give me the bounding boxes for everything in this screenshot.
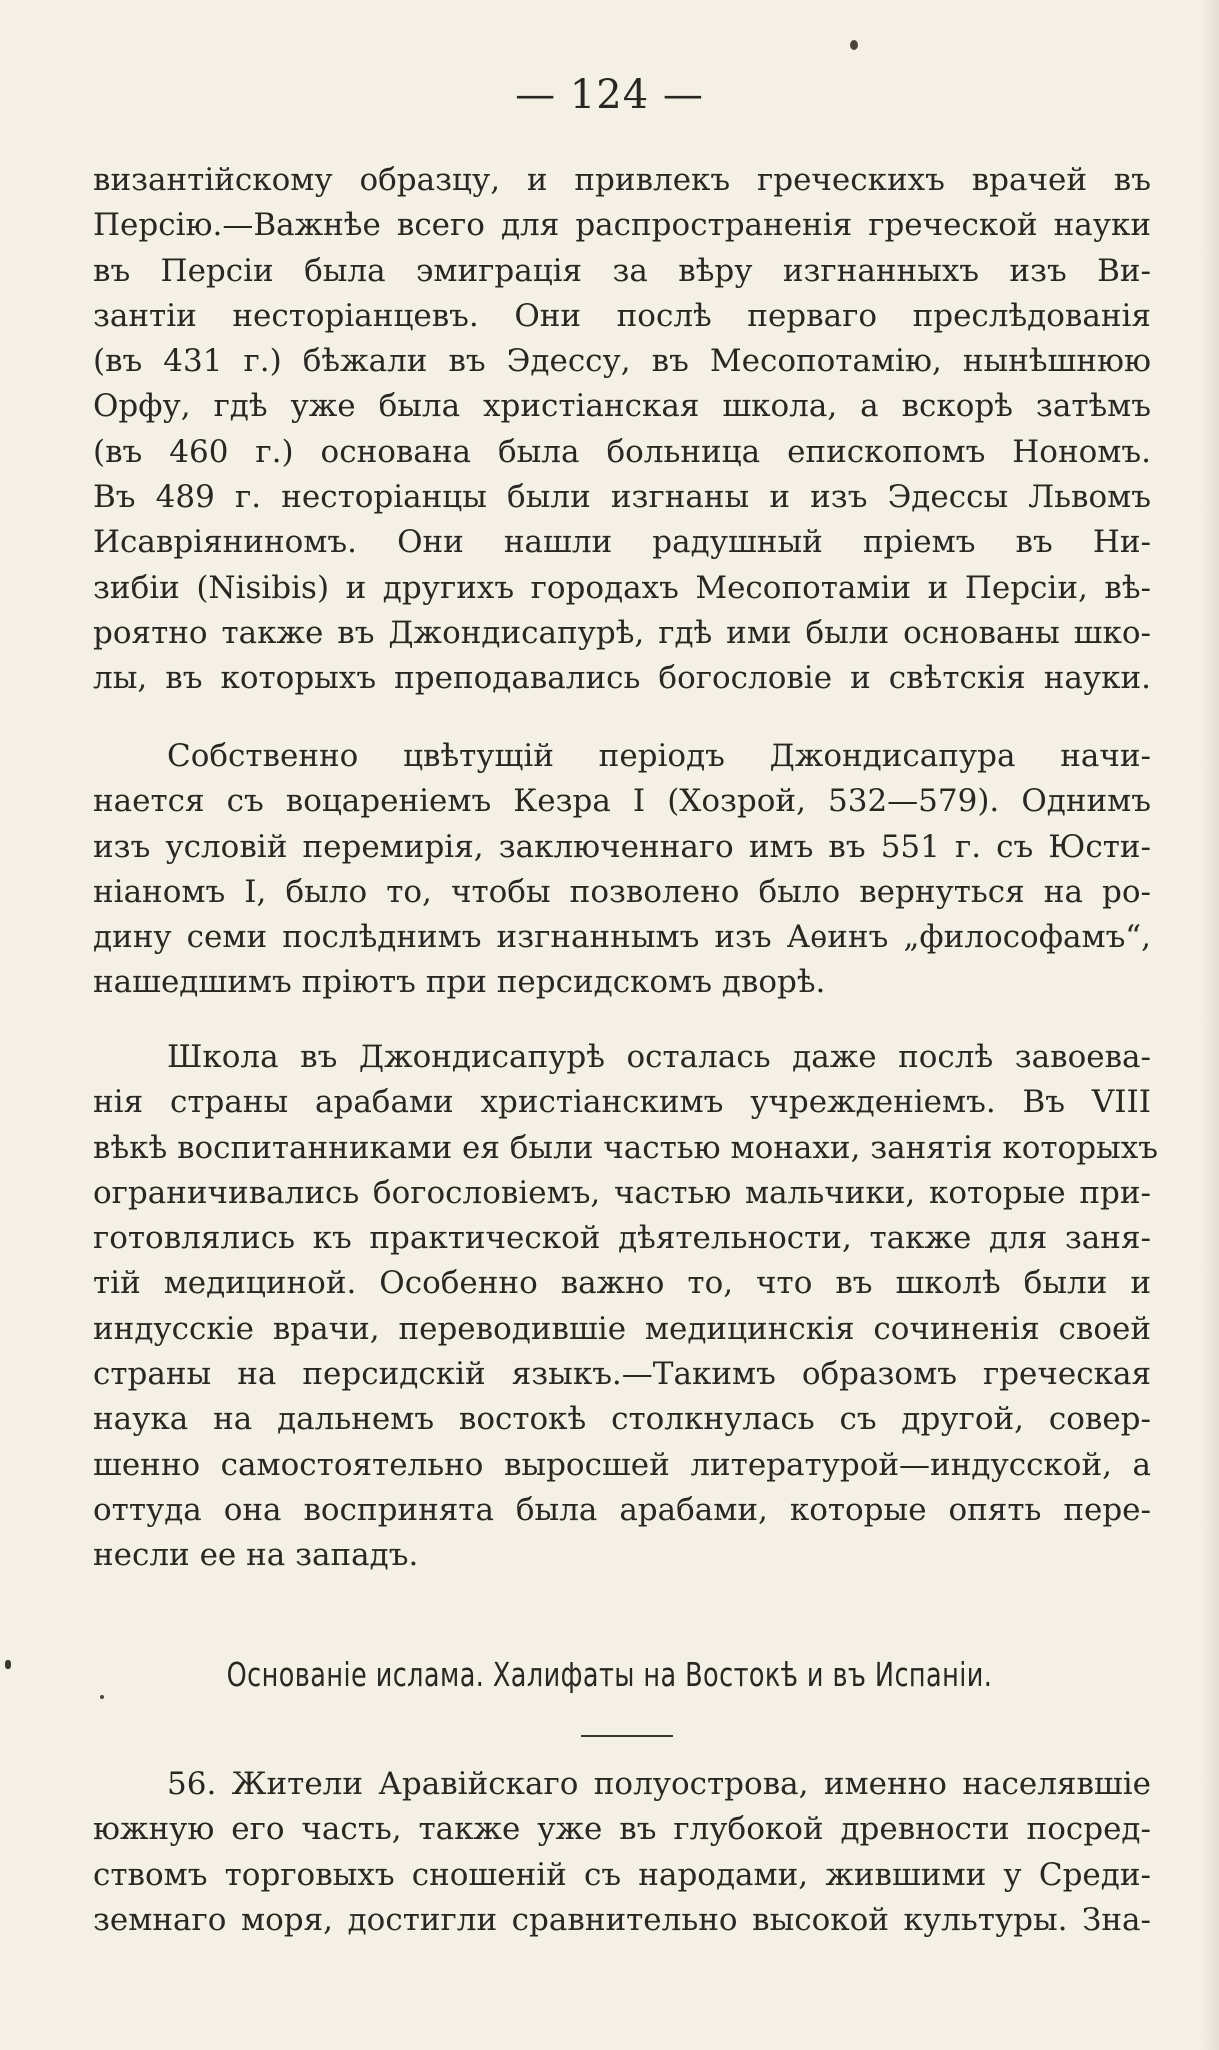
text-line: Орфу, гдѣ уже была христіанская школа, а вскорѣ затѣмъ	[93, 388, 1151, 425]
text-line: вѣкѣ воспитанниками ея были частью монахи, занятія которыхъ	[93, 1129, 1158, 1166]
heading-rule	[581, 1735, 673, 1737]
text-line: несли ее на западъ.	[93, 1537, 419, 1574]
text-line: шенно самостоятельно выросшей литературой—индусской, а	[93, 1446, 1151, 1483]
margin-mark	[5, 1660, 11, 1669]
text-line: земнаго моря, достигли сравнительно высокой культуры. Зна-	[93, 1901, 1151, 1938]
text-line: зибіи (Nisibis) и другихъ городахъ Месопотаміи и Персіи, вѣ-	[93, 569, 1151, 606]
text-line: тій медициной. Особенно важно то, что въ школѣ были и	[93, 1265, 1151, 1302]
text-line: готовлялись къ практической дѣятельности, также для заня-	[93, 1220, 1151, 1257]
text-line: въ Персіи была эмиграція за вѣру изгнанныхъ изъ Ви-	[93, 252, 1151, 289]
text-line: 56. Жители Аравійскаго полуострова, именно населявшіе	[167, 1766, 1151, 1802]
text-line: нія страны арабами христіанскимъ учрежденіемъ. Въ VIII	[93, 1084, 1151, 1121]
text-line: Персію.—Важнѣе всего для распространенія греческой науки	[93, 207, 1151, 244]
text-line: дину семи послѣднимъ изгнаннымъ изъ Аѳинъ „философамъ“,	[93, 919, 1151, 956]
ink-speck	[100, 1695, 104, 1699]
text-line: ствомъ торговыхъ сношеній съ народами, жившими у Среди-	[93, 1856, 1151, 1893]
paragraph-2	[93, 734, 1151, 1006]
text-line: лы, въ которыхъ преподавались богословіе и свѣтскія науки.	[93, 660, 1151, 697]
text-line: зантіи несторіанцевъ. Они послѣ перваго преслѣдованія	[93, 297, 1151, 334]
text-line: изъ условій перемирія, заключеннаго имъ въ 551 г. съ Юсти-	[93, 828, 1151, 865]
text-line: ніаномъ I, было то, чтобы позволено было вернуться на ро-	[93, 873, 1151, 910]
text-line: южную его часть, также уже въ глубокой древности посред-	[93, 1811, 1151, 1848]
paragraph-3	[93, 1035, 1158, 1579]
text-line: Исавріяниномъ. Они нашли радушный пріемъ въ Ни-	[93, 524, 1151, 561]
text-line: нается съ воцареніемъ Кезра I (Хозрой, 532—579). Однимъ	[93, 783, 1151, 820]
text-line: роятно также въ Джондисапурѣ, гдѣ ими были основаны шко-	[93, 614, 1151, 651]
page-edge-shadow	[1199, 0, 1219, 2050]
text-line: Собственно цвѣтущій періодъ Джондисапура начи-	[167, 738, 1151, 774]
text-line: нашедшимъ пріютъ при персидскомъ дворѣ.	[93, 964, 826, 1001]
ink-speck	[850, 40, 858, 50]
paragraph-1	[93, 158, 1151, 702]
text-line: страны на персидскій языкъ.—Такимъ образомъ греческая	[93, 1356, 1151, 1393]
paragraph-4	[93, 1762, 1151, 1943]
text-line: Въ 489 г. несторіанцы были изгнаны и изъ Эдессы Львомъ	[93, 479, 1151, 516]
page-number: — 124 —	[515, 72, 704, 118]
text-line: Школа въ Джондисапурѣ осталась даже послѣ завоева-	[167, 1039, 1151, 1075]
text-line: (въ 431 г.) бѣжали въ Эдессу, въ Месопотамію, нынѣшнюю	[93, 343, 1151, 380]
text-line: наука на дальнемъ востокѣ столкнулась съ другой, совер-	[93, 1401, 1151, 1438]
text-line: ограничивались богословіемъ, частью мальчики, которые при-	[93, 1174, 1151, 1211]
text-line: (въ 460 г.) основана была больница епископомъ Нономъ.	[93, 433, 1151, 470]
text-line: византійскому образцу, и привлекъ греческихъ врачей въ	[93, 162, 1151, 198]
text-line: оттуда она воспринята была арабами, которые опять пере-	[93, 1491, 1151, 1528]
text-line: индусскіе врачи, переводившіе медицинскія сочиненія своей	[93, 1310, 1151, 1347]
section-heading: Основаніе ислама. Халифаты на Востокѣ и въ Испаніи.	[226, 1655, 993, 1694]
